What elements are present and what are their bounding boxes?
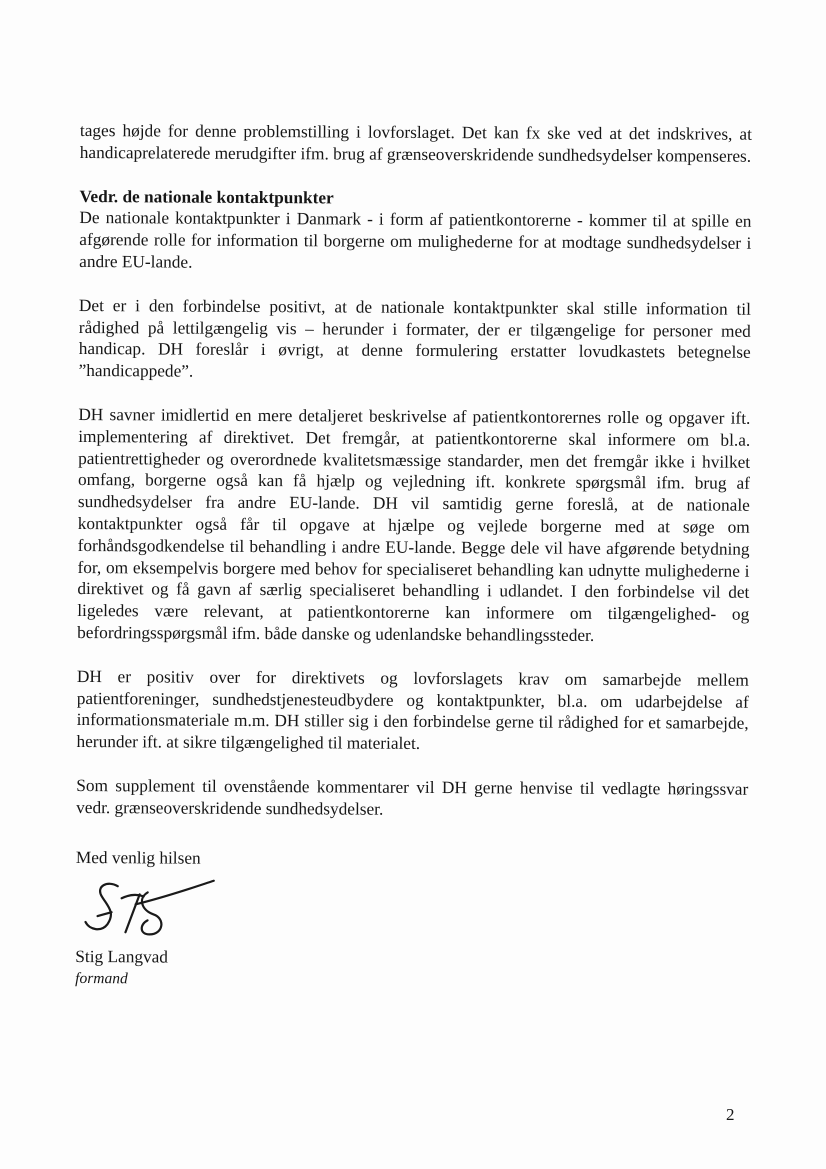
paragraph-supplement: Som supplement til ovenstående kommentarer vil DH gerne henvise til vedlagte høringssvar vedr. grænseoverskridende sundhedsydelser. bbox=[76, 775, 749, 819]
page-number: 2 bbox=[726, 1105, 735, 1124]
handwritten-signature bbox=[77, 872, 217, 945]
paragraph-cooperation: DH er positiv over for direktivets og lovforslagets krav om samarbejde mellem patientforeninger, sundhedstjenesteudbydere og kontaktpunkter, bl.a. om udarbejdelse af informationsmateriale m.m. DH stiller sig i den forbindelse gerne til rådighed for et samarbejde, herunder ift. at sikre tilgængelighed til materialet. bbox=[76, 666, 749, 754]
signer-role: formand bbox=[75, 970, 128, 988]
section-heading: Vedr. de nationale kontaktpunkter bbox=[79, 186, 334, 208]
closing-block bbox=[75, 847, 748, 994]
letter-body bbox=[75, 120, 752, 994]
paragraph-patient-offices: DH savner imidlertid en mere detaljeret beskrivelse af patientkontorernes rolle og opgaver ift. implementering af direktivet. Det fremgår, at patientkontorerne skal informere om bl.a. patientrettigheder og overordnede kvalitetsmæssige standarder, men det fremgår ikke i hvilket omfang, borgerne også kan få hjælp og vejledning ift. konkrete spørgsmål ifm. brug af sundhedsydelser fra andre EU-lande. DH vil samtidig gerne foreslå, at de nationale kontaktpunkter også får til opgave at hjælpe og vejlede borgerne med at søge om forhåndsgodkendelse til behandling i andre EU-lande. Begge dele vil have afgørende betydning for, om eksempelvis borgere med behov for specialiseret behandling kan udnytte mulighederne i direktivet og få gavn af særlig specialiseret behandling i udlandet. I den forbindelse vil det ligeledes være relevant, at patientkontorerne kan informere om tilgængelighed- og befordringsspørgsmål ifm. både danske og udenlandske behandlingssteder. bbox=[77, 404, 751, 645]
closing-greeting: Med venlig hilsen bbox=[75, 847, 201, 868]
signer-name: Stig Langvad bbox=[75, 947, 169, 967]
section-intro-paragraph: De nationale kontaktpunkter i Danmark - i form af patientkontorerne - kommer til at spille en afgørende rolle for information til borgerne om mulighederne for at modtage sundhedsydelser i andre EU-lande. bbox=[79, 208, 752, 272]
paragraph-continuation: tages højde for denne problemstilling i lovforslaget. Det kan fx ske ved at det indskrives, at handicaprelaterede merudgifter ifm. brug af grænseoverskridende sundhedsydelser kompenseres. bbox=[79, 120, 752, 166]
paragraph-accessibility: Det er i den forbindelse positivt, at de nationale kontaktpunkter skal stille information til rådighed på lettilgængelig vis – herunder i formater, der er tilgængelige for personer med handicap. DH foreslår i øvrigt, at denne formulering erstatter lovudkastets betegnelse ”handicappede”. bbox=[78, 295, 752, 381]
